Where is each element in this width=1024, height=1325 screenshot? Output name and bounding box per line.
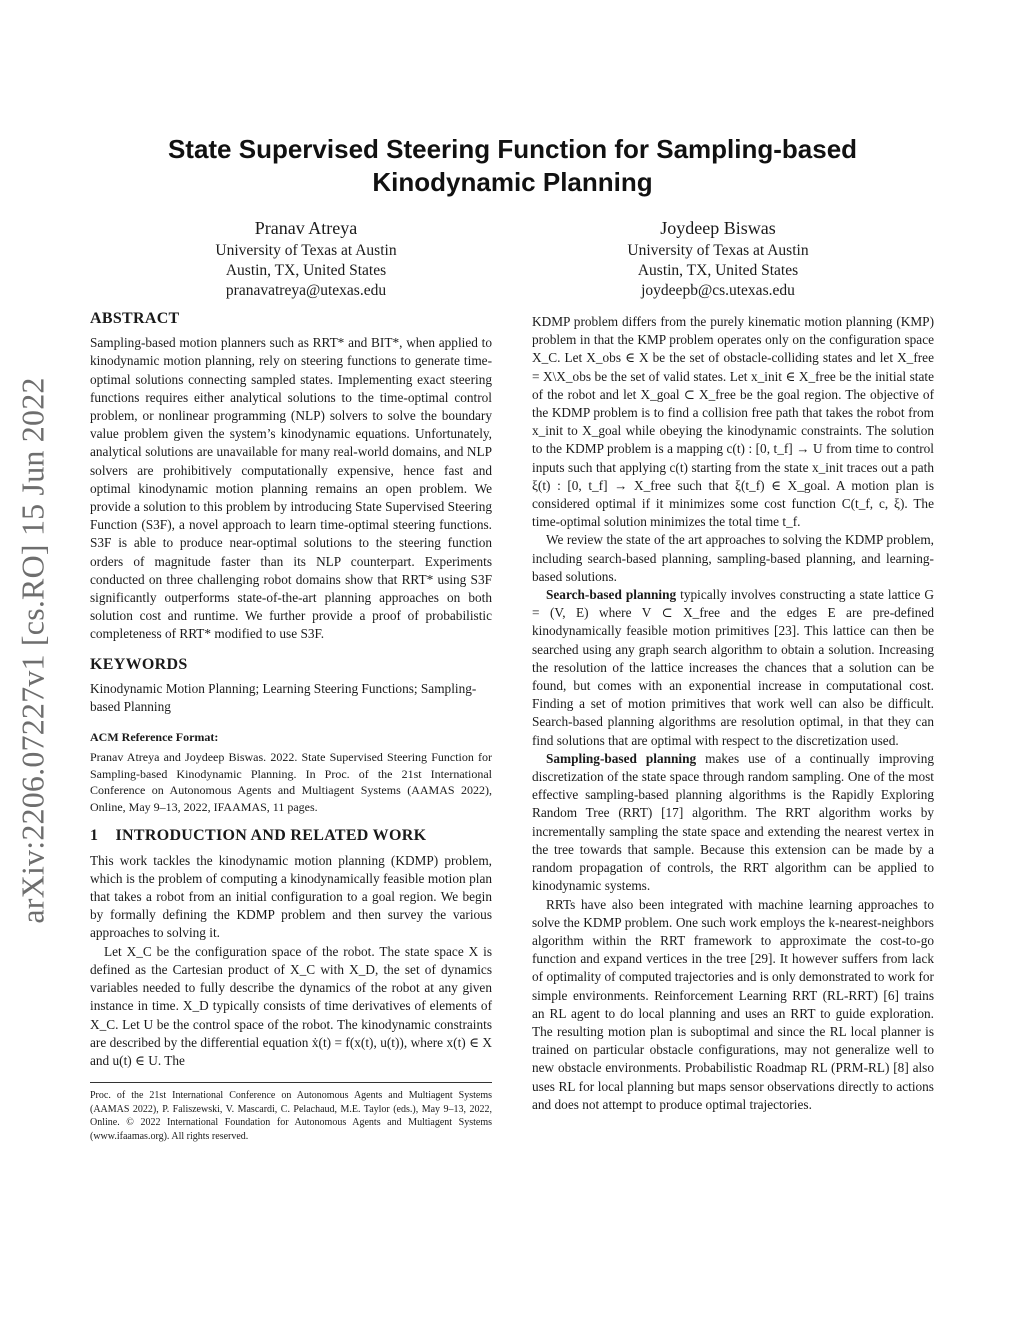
acm-reference-text: Pranav Atreya and Joydeep Biswas. 2022. State Supervised Steering Function for Sampling-based Kinodynamic Planning. In Proc. of the 21st International Conference on Autonomous Agents and Multiagent Systems (AAMAS 2022), Online, May 9–13, 2022, IFAAMAS, 11 pages.: [90, 750, 492, 814]
author-affiliation: University of Texas at Austin: [215, 242, 397, 259]
right-paragraph-5: RRTs have also been integrated with machine learning approaches to solve the KDMP problem. One such work employs the k-nearest-neighbors algorithm within the RRT framework to approximate the cost-to-go function and expand vertices in the tree [29]. It however suffers from lack of optimality of computed trajectories and is only demonstrated to work for simple environments. Reinforcement Learning RRT (RL-RRT) [6] trains an RL agent to do local planning and uses an RRT to guide exploration. The resulting motion plan is suboptimal and since the RL local planner is trained on particular obstacle configurations, may not generalize well to new obstacle environments. Probabilistic Roadmap RL (PRM-RL) [8] also uses RL for local planning but maps sensor observations directly to actions and does not attempt to produce optimal trajectories.: [532, 896, 934, 1112]
acm-reference-heading: ACM Reference Format:: [90, 730, 219, 745]
right-column: [532, 313, 934, 1114]
arxiv-stamp-text: arXiv:2206.07227v1 [cs.RO] 15 Jun 2022: [14, 376, 51, 924]
author-name: Joydeep Biswas: [660, 218, 776, 238]
keywords-heading: KEYWORDS: [90, 655, 188, 673]
author-block-2: [568, 216, 868, 301]
right-paragraph-1: KDMP problem differs from the purely kinematic motion planning (KMP) problem in that the KMP problem operates only on the configuration space X_C. Let X_obs ∈ X be the set of obstacle-colliding states and let X_free = X\X_obs be the set of valid states. Let x_init ∈ X_free be the initial state of the robot and let X_goal ⊂ X_free be the goal region. The objective of the KDMP problem is to find a collision free path that takes the robot from x_init to X_goal while obeying the kinodynamic constraints. The solution to the KDMP problem is a mapping c(t) : [0, t_f] → U from time to control inputs such that applying c(t) starting from the state x_init traces out a path ξ(t) : [0, t_f] → X_free such that ξ(t_f) ∈ X_goal. A motion plan is considered optimal if it minimizes some cost function C(t_f, c, ξ). The time-optimal solution minimizes the total time t_f.: [532, 314, 934, 530]
author-block-1: [156, 216, 456, 301]
sampling-based-run-head: Sampling-based planning: [546, 750, 697, 766]
intro-paragraph-2: Let X_C be the configuration space of the robot. The state space X is defined as the Cartesian product of X_C with X_D, the set of dynamics variables needed to fully describe the dynamics of the robot at any given instance in time. X_D typically consists of time derivatives of elements of X_C. Let U be the control space of the robot. The kinodynamic constraints are described by the differential equation ẋ(t) = f(x(t), u(t)), where x(t) ∈ X and u(t) ∈ U. The: [90, 943, 492, 1068]
author-email: pranavatreya@utexas.edu: [225, 282, 387, 299]
author-location: Austin, TX, United States: [637, 262, 799, 279]
paper-title: State Supervised Steering Function for Sampling-based Kinodynamic Planning: [167, 134, 858, 197]
right-paragraph-4: [532, 750, 934, 896]
author-location: Austin, TX, United States: [225, 262, 387, 279]
search-based-text: typically involves constructing a state lattice G = (V, E) where V ⊂ X_free and the edges E are pre-defined kinodynamically feasible motion primitives [23]. This lattice can then be searched using any graph search algorithm to obtain a solution. Increasing the resolution of the lattice increases the chances that a solution can be found, but comes with an exponential increase in computational cost. Finding a set of motion primitives that work well can also be difficult. Search-based planning algorithms are resolution optimal, in that they can find solutions that are optimal with respect to the discretization used.: [532, 587, 934, 748]
intro-heading: 1 INTRODUCTION AND RELATED WORK: [90, 827, 427, 845]
sampling-based-text: makes use of a continually improving discretization of the state space through random sampling. One of the most effective sampling-based planning algorithms is the Rapidly Exploring Random Tree (RRT) [17] algorithm. The RRT algorithm works by incrementally sampling the state space and extending the nearest vertex in the tree towards that sample. Because this extension can be made by a random propagation of controls, the RRT algorithm can be applied to kinodynamic systems.: [532, 750, 935, 894]
arxiv-stamp: [8, 350, 58, 950]
left-column: [90, 310, 492, 1143]
right-paragraph-2: We review the state of the art approaches to solving the KDMP problem, including search-based planning, sampling-based planning, and learning-based solutions.: [532, 532, 934, 584]
search-based-run-head: Search-based planning: [546, 587, 677, 603]
author-name: Pranav Atreya: [254, 218, 358, 238]
right-paragraph-3: [532, 586, 934, 750]
intro-paragraph-1: This work tackles the kinodynamic motion planning (KDMP) problem, which is the problem of computing a kinodynamically feasible motion plan that takes a robot from an initial configuration to a goal region. We begin by formally defining the KDMP problem and then survey the various approaches to solving it.: [90, 852, 492, 941]
author-email: joydeepb@cs.utexas.edu: [641, 282, 795, 299]
footnote-rule: [90, 1082, 492, 1083]
abstract-text: Sampling-based motion planners such as RRT* and BIT*, when applied to kinodynamic motion planning, rely on steering functions to generate time-optimal solutions connecting sampled states. Implementing exact steering functions requires either analytical solutions to the time-optimal control problem, or nonlinear programming (NLP) solvers to solve the boundary value problem given the system’s kinodynamic equations. Unfortunately, analytical solutions are unavailable for many real-world domains, and NLP solvers are prohibitively computationally expensive, hence fast and optimal kinodynamic motion planning remains an open problem. We provide a solution to this problem by introducing State Supervised Steering Function (S3F), a novel approach to learn time-optimal steering functions. S3F is able to produce near-optimal solutions to the steering function orders of magnitude faster than its NLP counterpart. Experiments conducted on three challenging robot domains show that RRT* using S3F significantly outperforms state-of-the-art planning approaches on both solution cost and runtime. We further provide a proof of probabilistic completeness of RRT* modified to use S3F.: [90, 335, 492, 642]
keywords-text: Kinodynamic Motion Planning; Learning Steering Functions; Sampling-based Planning: [90, 680, 477, 715]
author-affiliation: University of Texas at Austin: [627, 242, 809, 259]
abstract-heading: ABSTRACT: [90, 310, 180, 327]
footnote-text: Proc. of the 21st International Conference on Autonomous Agents and Multiagent Systems (AAMAS 2022), P. Faliszewski, V. Mascardi, C. Pelachaud, M.E. Taylor (eds.), May 9–13, 2022, Online. © 2022 International Foundation for Autonomous Agents and Multiagent Systems (www.ifaamas.org). All rights reserved.: [90, 1090, 492, 1142]
